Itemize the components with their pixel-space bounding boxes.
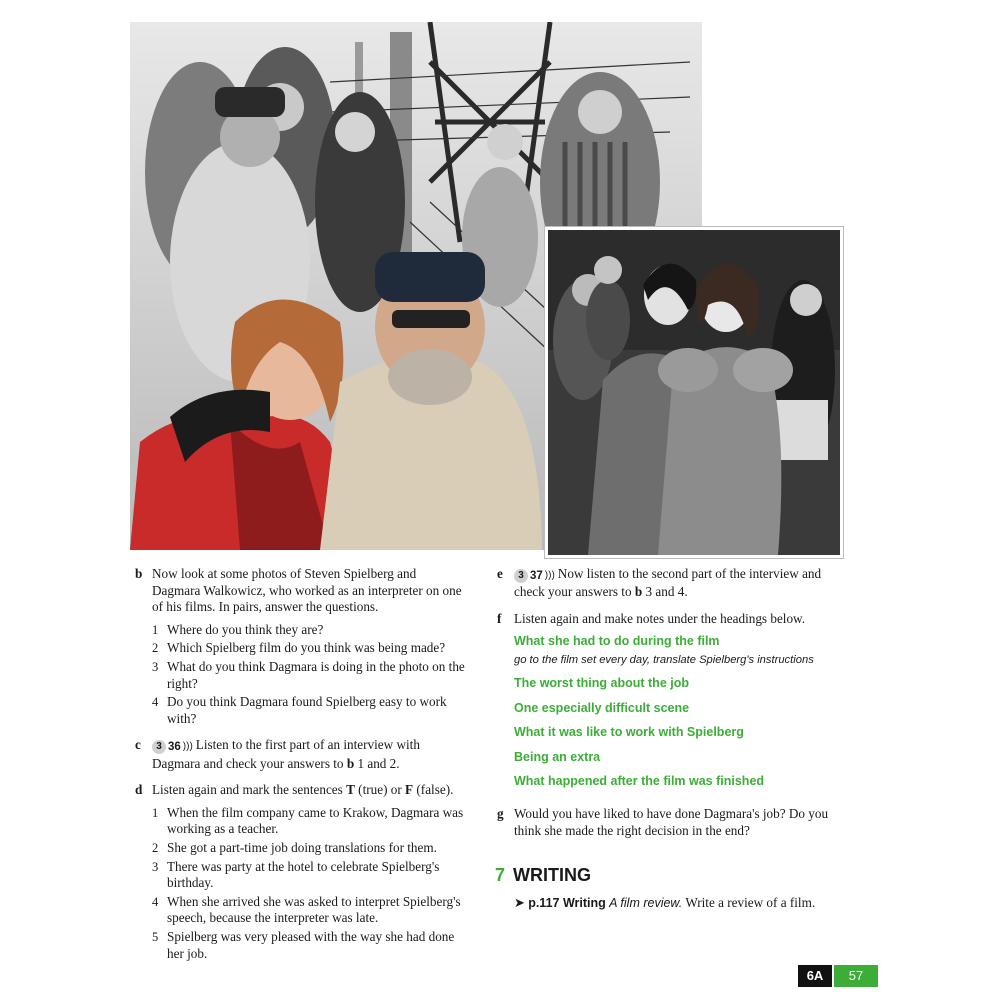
exercise-b (135, 566, 465, 727)
audio-waves-icon: ))) (544, 569, 555, 581)
exercise-f-instruction: Listen again and make notes under the headings below. (514, 610, 806, 626)
list-item: 4 When she arrived she was asked to interpret Spielberg's speech, because the interpreter was late. (152, 893, 461, 926)
exercise-letter: f (497, 610, 502, 626)
exercise-e: e 3 37 ))) Now listen to the second part of the interview and check your answers to b 3 and 4. (497, 566, 822, 600)
exercise-letter: c (135, 737, 141, 753)
writing-reference (514, 895, 815, 911)
photo-party-scene (545, 227, 843, 558)
exercise-letter: g (497, 806, 504, 822)
notes-heading: One especially difficult scene (514, 700, 690, 715)
audio-track-badge[interactable]: 3 37 ))) (514, 568, 555, 585)
exercise-g-text: Would you have liked to have done Dagmara's job? Do you think she made the right decision in the end? (514, 806, 829, 838)
page-number: 57 (834, 965, 878, 987)
audio-waves-icon: ))) (182, 741, 193, 753)
exercise-d-sentences (152, 805, 465, 962)
page-reference-link[interactable]: p.117 Writing (528, 896, 606, 910)
exercise-g (497, 806, 832, 839)
exercise-letter: e (497, 566, 503, 581)
notes-heading: The worst thing about the job (514, 676, 689, 691)
left-column (135, 566, 465, 972)
list-item: 5 Spielberg was very pleased with the way she had done her job. (152, 928, 455, 961)
section-number: 7 (495, 865, 506, 885)
notes-heading: What it was like to work with Spielberg (514, 725, 744, 740)
exercise-d: d Listen again and mark the sentences T (true) or F (false). 1 When the film company came to Krakow, Dagmara was working as a teacher. 2 She got a part-time job doing translations for them. 3 There was party at the hotel to celebrate Spielberg's birthday. 4 When she arrived she was asked to interpret Spielberg's speech, because the interpreter was late. 5 Spielberg was very pleased with the way she had done her job. (135, 782, 464, 961)
list-item: 3 What do you think Dagmara is doing in the photo on the right? (152, 658, 465, 691)
example-note: go to the film set every day, translate Spielberg's instructions (514, 654, 814, 667)
arrow-icon: ➤ (514, 895, 525, 910)
exercise-b-instruction: Now look at some photos of Steven Spielberg and Dagmara Walkowicz, who worked as an interpreter on one of his films. In pairs, answer the questions. (152, 566, 462, 615)
notes-heading: What she had to do during the film (514, 634, 720, 649)
list-item: 2 She got a part-time job doing translations for them. (152, 840, 437, 856)
list-item: 4 Do you think Dagmara found Spielberg easy to work with? (152, 694, 447, 726)
list-item: 1 When the film company came to Krakow, Dagmara was working as a teacher. (152, 804, 464, 837)
exercise-letter: d (135, 782, 143, 798)
exercise-c: c 3 36 ))) Listen to the first part of an interview with Dagmara and check your answers to b 1 and 2. (135, 737, 420, 771)
exercise-b-questions (152, 622, 465, 728)
right-column (497, 566, 832, 849)
list-item: 3 There was party at the hotel to celebrate Spielberg's birthday. (152, 858, 440, 891)
writing-task: Write a review of a film. (685, 895, 816, 910)
writing-genre: A film review. (609, 896, 683, 910)
notes-heading: Being an extra (514, 749, 601, 764)
list-item: 1 Where do you think they are? (152, 621, 324, 637)
exercise-f (497, 611, 832, 790)
unit-badge: 6A (798, 965, 832, 987)
section-title: WRITING (513, 865, 592, 885)
notes-heading: What happened after the film was finished (514, 774, 765, 789)
cd-icon: 3 (514, 569, 528, 583)
list-item: 2 Which Spielberg film do you think was being made? (152, 640, 446, 656)
section-heading-writing (495, 865, 591, 886)
audio-track-badge[interactable]: 3 36 ))) (152, 739, 193, 756)
exercise-letter: b (135, 566, 143, 581)
cd-icon: 3 (152, 740, 166, 754)
